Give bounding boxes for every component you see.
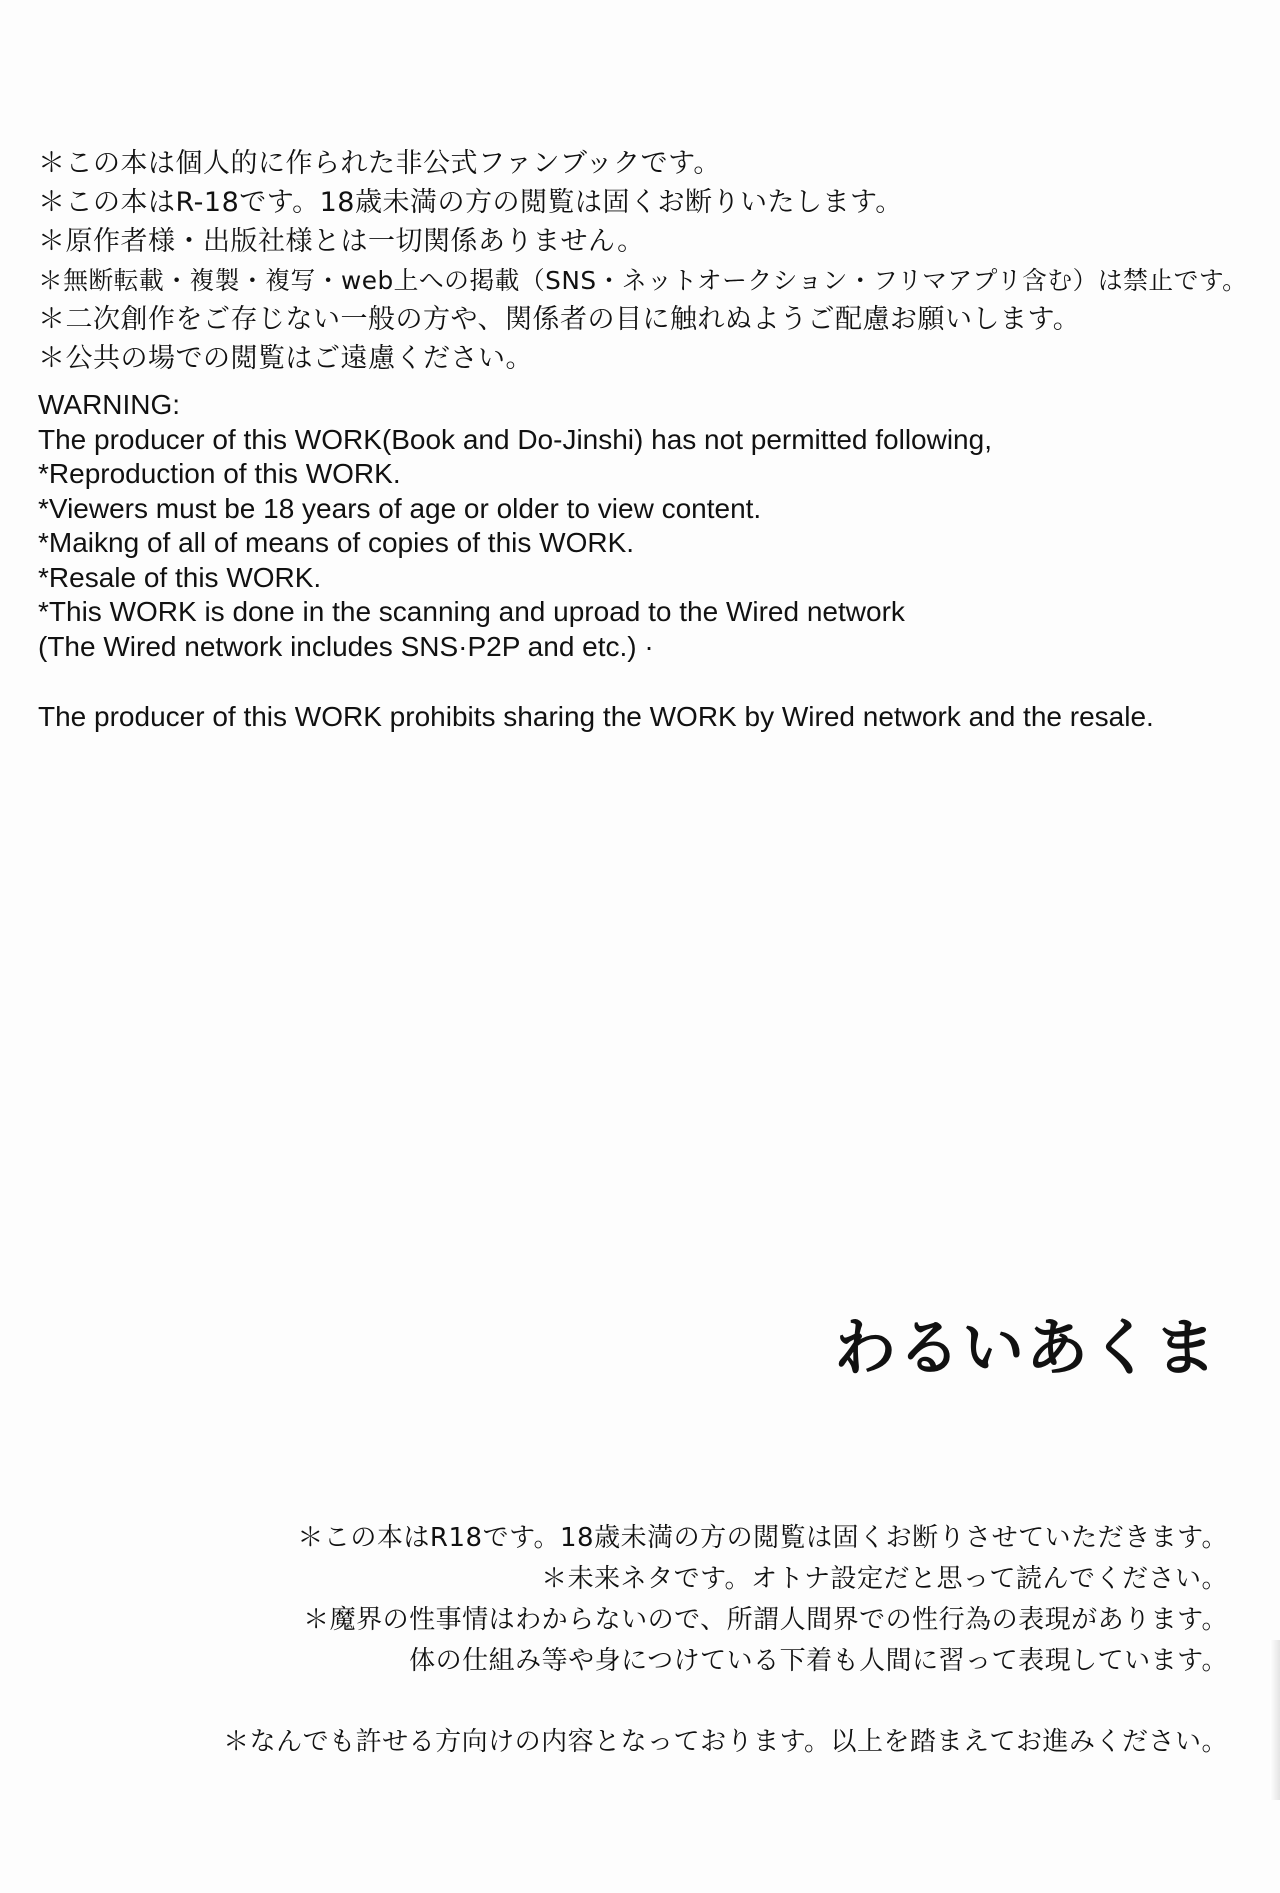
warning-heading: WARNING:: [38, 389, 181, 420]
japanese-notice-list: [38, 144, 1258, 378]
circle-name: わるいあくま: [833, 1311, 1218, 1384]
english-warning-block: [38, 388, 1268, 664]
warning-line: *Viewers must be 18 years of age or older to view content.: [38, 492, 762, 524]
scan-edge-shadow: [1270, 1640, 1280, 1800]
warning-line: *Reproduction of this WORK.: [38, 458, 401, 489]
warning-line: (The Wired network includes SNS·P2P and etc.) ·: [38, 630, 654, 662]
warning-line: The producer of this WORK(Book and Do-Jinshi) has not permitted following,: [38, 423, 992, 455]
warning-line: *This WORK is done in the scanning and uproad to the Wired network: [38, 596, 905, 627]
content-note-line: ＊未来ネタです。オトナ設定だと思って読んでください。: [541, 1564, 1228, 1594]
content-note-line: ＊この本はR18です。18歳未満の方の閲覧は固くお断りさせていただきます。: [297, 1523, 1228, 1553]
japanese-notice-line: ＊無断転載・複製・複写・web上への掲載（SNS・ネットオークション・フリマアプリ含む）は禁止です。: [38, 266, 1248, 295]
japanese-notice-line: ＊原作者様・出版社様とは一切関係ありません。: [38, 226, 645, 257]
content-note-line: ＊魔界の性事情はわからないので、所謂人間界での性行為の表現があります。: [303, 1605, 1228, 1635]
warning-line: *Maikng of all of means of copies of this WORK.: [38, 527, 635, 558]
final-note: ＊なんでも許せる方向けの内容となっております。以上を踏まえてお進みください。: [223, 1727, 1228, 1757]
content-note-list: [128, 1518, 1228, 1682]
content-note-line: 体の仕組み等や身につけている下着も人間に習って表現しています。: [409, 1646, 1228, 1676]
japanese-notice-line: ＊公共の場での閲覧はご遠慮ください。: [38, 343, 533, 374]
warning-line: *Resale of this WORK.: [38, 561, 322, 593]
english-closing-statement: The producer of this WORK prohibits sharing the WORK by Wired network and the resale.: [38, 701, 1154, 732]
japanese-notice-line: ＊この本はR-18です。18歳未満の方の閲覧は固くお断りいたします。: [38, 187, 903, 218]
japanese-notice-line: ＊この本は個人的に作られた非公式ファンブックです。: [38, 148, 721, 179]
japanese-notice-line: ＊二次創作をご存じない一般の方や、関係者の目に触れぬようご配慮お願いします。: [38, 304, 1081, 335]
